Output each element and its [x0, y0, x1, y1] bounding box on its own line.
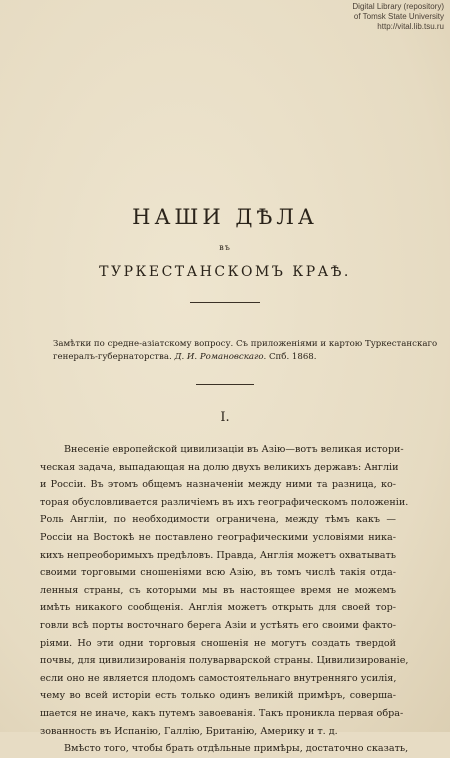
text-line: шается не иначе, какъ путемъ завоеванія. Такъ проникла первая обра-: [40, 707, 404, 719]
text-line: зованность въ Испанію, Галлію, Британію, Америку и т. д.: [40, 725, 338, 737]
watermark-line: http://vital.lib.tsu.ru: [377, 22, 444, 31]
text-line: если оно не является плодомъ самостоятельнаго внутренняго усилія,: [40, 672, 397, 684]
section-number: I.: [220, 410, 230, 425]
text-line: чему во всей исторіи есть только одинъ великій примѣръ, соверша-: [40, 690, 396, 702]
text-line: и Россіи. Въ этомъ общемъ назначеніи между ними та разница, ко-: [40, 479, 396, 491]
text-line: имѣть никакого сообщенія. Англія можетъ открыть для своей тор-: [40, 602, 396, 614]
body-text: [40, 441, 409, 758]
text-line: Вмѣсто того, чтобы брать отдѣльные примѣры, достаточно сказать,: [64, 743, 409, 755]
bibliographic-note: [53, 338, 438, 364]
text-line: кихъ непреоборимыхъ предѣловъ. Правда, Англія можетъ охватывать: [40, 549, 396, 561]
note-author: Д. И. Романовскаго.: [174, 352, 267, 362]
text-line: своими торговыми сношеніями всю Азію, въ томъ числѣ такія отда-: [40, 567, 396, 579]
text-line: говли всѣ порты восточнаго берега Азіи и устѣять его своими факто-: [40, 619, 396, 631]
note-line: [53, 351, 398, 364]
article-title: НАШИ ДѢЛА: [132, 205, 318, 229]
text-line: Внесеніе европейской цивилизаціи въ Азію—вотъ великая истори-: [64, 444, 404, 455]
watermark-line: of Tomsk State University: [353, 12, 444, 21]
section-divider: [196, 384, 254, 385]
text-line: почвы, для цивилизированія полуварварской страны. Цивилизированіе,: [40, 655, 409, 667]
watermark-line: Digital Library (repository): [352, 2, 444, 11]
note-prefix: генералъ-губернаторства.: [53, 352, 172, 362]
text-line: торая обусловливается различіемъ въ ихъ географическомъ положеніи.: [40, 496, 409, 508]
note-suffix: Спб. 1868.: [268, 352, 317, 362]
text-line: ческая задача, выпадающая на долю двухъ великихъ державъ: Англіи: [40, 461, 399, 473]
text-line: ріями. Но эти одни торговыя сношенія не могутъ создать твердой: [40, 637, 396, 649]
title-connector: въ: [219, 243, 231, 252]
title-divider: [190, 302, 260, 303]
text-line: Роль Англіи, по необходимости ограничена, между тѣмъ какъ —: [40, 514, 396, 526]
text-line: ленныя страны, съ которыми мы въ настоящее время не можемъ: [40, 584, 396, 596]
article-subtitle: ТУРКЕСТАНСКОМЪ КРАѢ.: [99, 264, 351, 280]
library-watermark: [352, 2, 444, 32]
note-line: Замѣтки по средне-азіатскому вопросу. Съ приложеніями и картою Туркестанскаго: [53, 339, 438, 349]
text-line: Россіи на Востокѣ не поставлено географическими условіями ника-: [40, 531, 396, 543]
